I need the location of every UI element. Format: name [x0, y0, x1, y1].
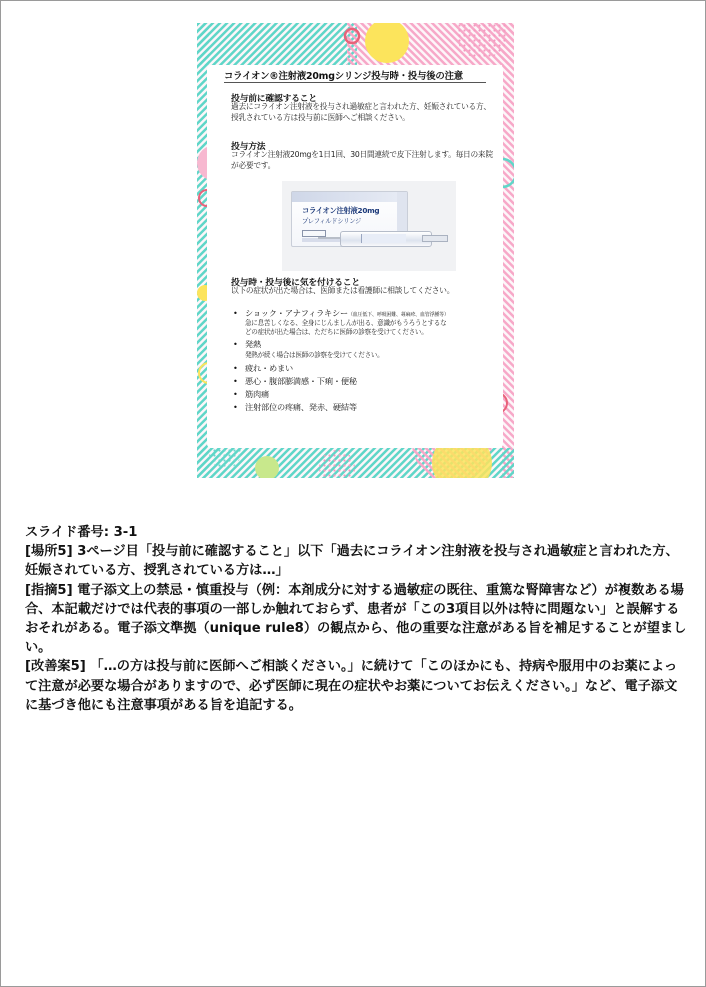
- symptom-item: [233, 389, 269, 400]
- symptom-item: [233, 376, 357, 387]
- syringe-needle: [318, 237, 340, 239]
- symptom-note: 急に息苦しくなる、全身にじんましんが出る、意識がもうろうとするな: [245, 319, 447, 327]
- package-product-subtitle: プレフィルドシリンジ: [302, 218, 362, 225]
- package-spec-box: [302, 230, 326, 237]
- symptom-label: 疲れ・めまい: [245, 363, 293, 373]
- symptom-label: 発熱: [245, 339, 261, 349]
- syringe-barrel: [340, 231, 432, 247]
- symptom-item: [233, 339, 261, 350]
- symptom-detail: （血圧低下、呼吸困難、蕁麻疹、血管浮腫等）: [347, 312, 449, 318]
- symptom-label: ショック・アナフィラキシー: [245, 308, 348, 318]
- symptom-item: [233, 308, 449, 319]
- title-underline: [224, 82, 486, 83]
- bullet: •: [233, 376, 238, 386]
- syringe-plunger: [422, 235, 448, 242]
- symptom-label: 筋肉痛: [245, 389, 269, 399]
- bullet: •: [233, 339, 238, 349]
- syringe-label: [361, 234, 406, 243]
- section-body-after-dosing: 以下の症状が出た場合は、医師または看護師に相談してください。: [231, 286, 455, 295]
- slide-image: [197, 23, 514, 478]
- section-body-before-dosing: 過去にコライオン注射液を投与され過敏症と言われた方、妊娠されている方、授乳されている方は投与前に医師へご相談ください。: [231, 102, 491, 122]
- symptom-label: 悪心・腹部膨満感・下痢・便秘: [245, 376, 357, 386]
- comment-location: [場所5] 3ページ目「投与前に確認すること」以下「過去にコライオン注射液を投与され過敏症と言われた方、妊娠されている方、授乳されている方は…」: [25, 544, 679, 579]
- symptom-label: 注射部位の疼痛、発赤、硬結等: [245, 402, 357, 412]
- product-photo: [282, 181, 456, 271]
- bullet: •: [233, 389, 238, 399]
- symptom-item: [233, 363, 293, 374]
- package-top-band: [292, 192, 407, 202]
- section-body-dosing-method: コライオン注射液20mgを1日1回、30日間連続で皮下注射します。毎日の来院が必要です。: [231, 150, 493, 170]
- symptom-note: どの症状が出た場合は、ただちに医師の診察を受けてください。: [245, 328, 428, 336]
- symptom-note: 発熱が続く場合は医師の診察を受けてください。: [245, 351, 384, 359]
- section-heading-dosing-method: 投与方法: [231, 142, 266, 152]
- comment-finding: [指摘5] 電子添文上の禁忌・慎重投与（例：本剤成分に対する過敏症の既往、重篤な腎障害など）が複数ある場合、本記載だけでは代表的事項の一部しか触れておらず、患者が「この3項目以外は特に問題ない」と誤解するおそれがある。電子添文準拠（unique rule8）の観点から、他の重要な注意がある旨を補足することが望ましい。: [25, 582, 687, 656]
- slide-number: スライド番号: 3-1: [25, 525, 138, 540]
- section-heading-before-dosing: 投与前に確認すること: [231, 94, 317, 104]
- review-comment: [25, 523, 689, 715]
- bullet: •: [233, 363, 238, 373]
- bullet: •: [233, 402, 238, 412]
- slide-title: コライオン®注射液20mgシリンジ投与時・投与後の注意: [224, 71, 463, 82]
- section-heading-after-dosing: 投与時・投与後に気を付けること: [231, 278, 360, 288]
- comment-proposal: [改善案5] 「…の方は投与前に医師へご相談ください。」に続けて「このほかにも、持病や服用中のお薬によって注意が必要な場合がありますので、必ず医師に現在の症状やお薬についてお伝えください。」など、電子添文に基づき他にも注意事項がある旨を追記する。: [25, 659, 678, 713]
- bullet: •: [233, 308, 238, 318]
- symptom-item: [233, 402, 357, 413]
- package-product-name: コライオン注射液20mg: [302, 206, 380, 215]
